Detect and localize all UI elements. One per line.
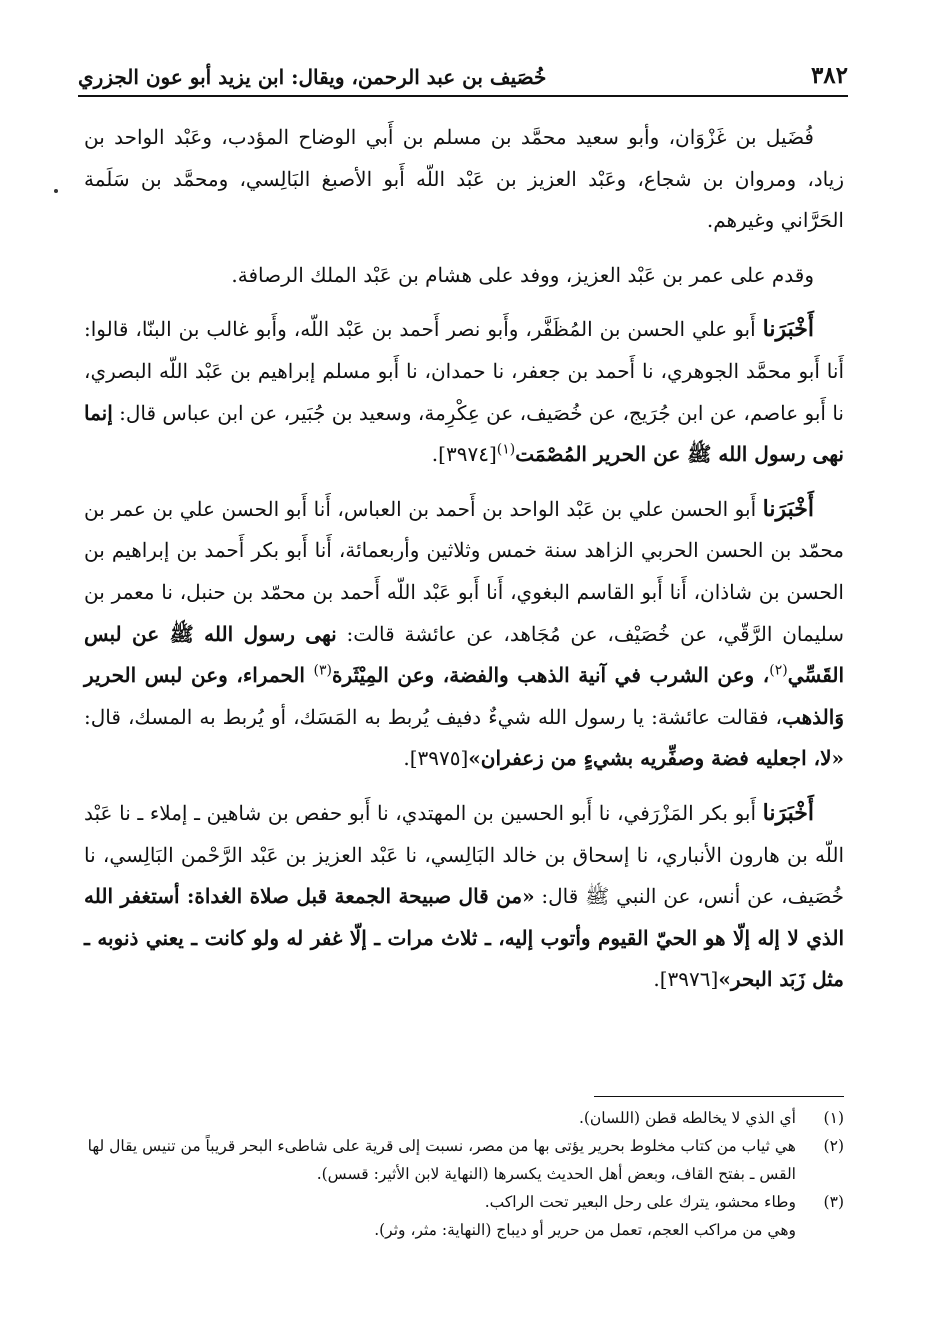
narration-keyword: أَخْبَرَنا xyxy=(762,799,814,826)
hadith-text: الحمراء، وعن لبس الحرير وَالذهب xyxy=(84,663,844,729)
footnote-number: (٣) xyxy=(823,1193,844,1211)
footnote-number: (٢) xyxy=(823,1137,844,1155)
hadith-text: «لا، اجعليه فضة وصفِّريه بشيءٍ من زعفران» xyxy=(468,746,844,771)
hadith-text: «من قال صبيحة الجمعة قبل صلاة الغداة: أستغفر الله الذي لا إله إلّا هو الحيّ القيوم وأتوب إليه، ـ ثلاث مرات ـ إلّا غفر له ولو كانت ـ يعني ذنوبه ـ مثل زَبَد البحر» xyxy=(84,884,844,992)
footnote-separator xyxy=(594,1096,844,1097)
isnad-text: أَبو الحسن علي بن عَبْد الواحد بن أَحمد بن العباس، أَنا أَبو الحسن علي بن عمر بن محمّد بن الحسن الحربي الزاهد سنة خمس وثلاثين وأربعمائة، أَنا أَبو بكر أَحمد بن إبراهيم بن الحسن بن شاذان، أَنا أَبو القاسم البغوي، أَنا أَبو عَبْد اللّه أَحمد بن محمّد بن حنبل، نا معمر بن سليمان الرَّقّي، عن خُصَيْف، عن مُجَاهد، عن عائشة قالت: xyxy=(84,496,844,646)
page-header xyxy=(78,55,848,97)
paragraph-3 xyxy=(84,309,844,475)
margin-mark xyxy=(54,189,58,193)
paragraph-5 xyxy=(84,793,844,1001)
hadith-text: ، وعن الشرب في آنية الذهب والفضة، وعن المِيْثَرة xyxy=(332,663,770,688)
hadith-text: نهى رسول الله ﷺ عن لبس القَسِّي xyxy=(84,621,844,688)
footnote-number: (١) xyxy=(823,1109,844,1127)
isnad-text: أَبو علي الحسن بن المُظَفَّر، وأَبو نصر أَحمد بن عَبْد اللّه، وأَبو غالب بن البنّا، قالوا: أَنا أَبو محمَّد الجوهري، نا أَحمد بن جعفر، نا حمدان، نا أَبو مسلم إبراهيم بن عَبْد اللّه البصري، نا أَبو عاصم، عن ابن جُرَيج، عن خُصَيف، عن عِكْرِمة، وسعيد بن جُبَير، عن ابن عباس قال: xyxy=(84,317,844,425)
isnad-text: أَبو بكر المَزْرَفي، نا أَبو الحسين بن المهتدي، نا أَبو حفص بن شاهين ـ إملاء ـ نا عَبْد اللّه بن هارون الأنباري، نا إسحاق بن خالد البَالِسي، نا عَبْد العزيز بن عَبْد الرَّحْمن البَالِسي، نا خُصَيف، عن أنس، عن النبي ﷺ قال: xyxy=(84,800,844,909)
paragraph-4 xyxy=(84,489,844,780)
footnote-text: أي الذي لا يخالطه قطن (اللسان). xyxy=(578,1109,796,1127)
footnote-text: هي ثياب من كتاب مخلوط بحرير يؤتى بها من مصر، نسبت إلى قرية على شاطىء البحر قريباً من تنيس يقال لها القس ـ بفتح القاف، وبعض أهل الحديث يكسرها (النهاية لابن الأثير: قسس). xyxy=(87,1137,796,1183)
footnote-item xyxy=(84,1104,844,1132)
running-title: خُصَيف بن عبد الرحمن، ويقال: ابن يزيد أبو عون الجزري xyxy=(78,65,547,89)
footnote-item xyxy=(84,1188,844,1216)
footnote-text: وطاء محشو، يترك على رحل البعير تحت الراكب. xyxy=(484,1193,796,1211)
hadith-number: [٣٩٧٥]. xyxy=(403,746,469,771)
hadith-text: إنما نهى رسول الله ﷺ عن الحرير المُصْمَت xyxy=(84,400,844,467)
hadith-number: [٣٩٧٦]. xyxy=(653,967,719,992)
narration-keyword: أَخْبَرَنا xyxy=(762,495,814,522)
footnote-continuation: وهي من مراكب العجم، تعمل من حرير أو ديباج (النهاية: مثر، وثر). xyxy=(374,1221,796,1239)
paragraph-1: فُضَيل بن غَزْوَان، وأبو سعيد محمَّد بن مسلم بن أَبي الوضاح المؤدب، وعَبْد الواحد بن زياد، ومروان بن شجاع، وعَبْد العزيز بن عَبْد اللّه أَبو الأصبغ البَالِسي، ومحمَّد بن سَلَمة الحَرَّاني وغيرهم. xyxy=(84,125,844,233)
narration-keyword: أَخْبَرَنا xyxy=(762,316,814,343)
narration-text: ، فقالت عائشة: يا رسول الله شيءٌ دفيف يُربط به المَسَك، أو يُربط به المسك، قال: xyxy=(84,704,782,729)
footnote-item xyxy=(84,1132,844,1188)
paragraph-2: وقدم على عمر بن عَبْد العزيز، ووفد على هشام بن عَبْد الملك الرصافة. xyxy=(231,262,814,287)
hadith-number: [٣٩٧٤]. xyxy=(431,442,497,467)
footnote-ref: (٢) xyxy=(769,662,788,679)
footnote-ref: (٣) xyxy=(313,662,332,679)
main-text xyxy=(84,117,844,1014)
footnote-ref: (١) xyxy=(496,441,516,458)
page-number: ٣٨٢ xyxy=(810,62,848,89)
footnotes xyxy=(84,1104,844,1244)
